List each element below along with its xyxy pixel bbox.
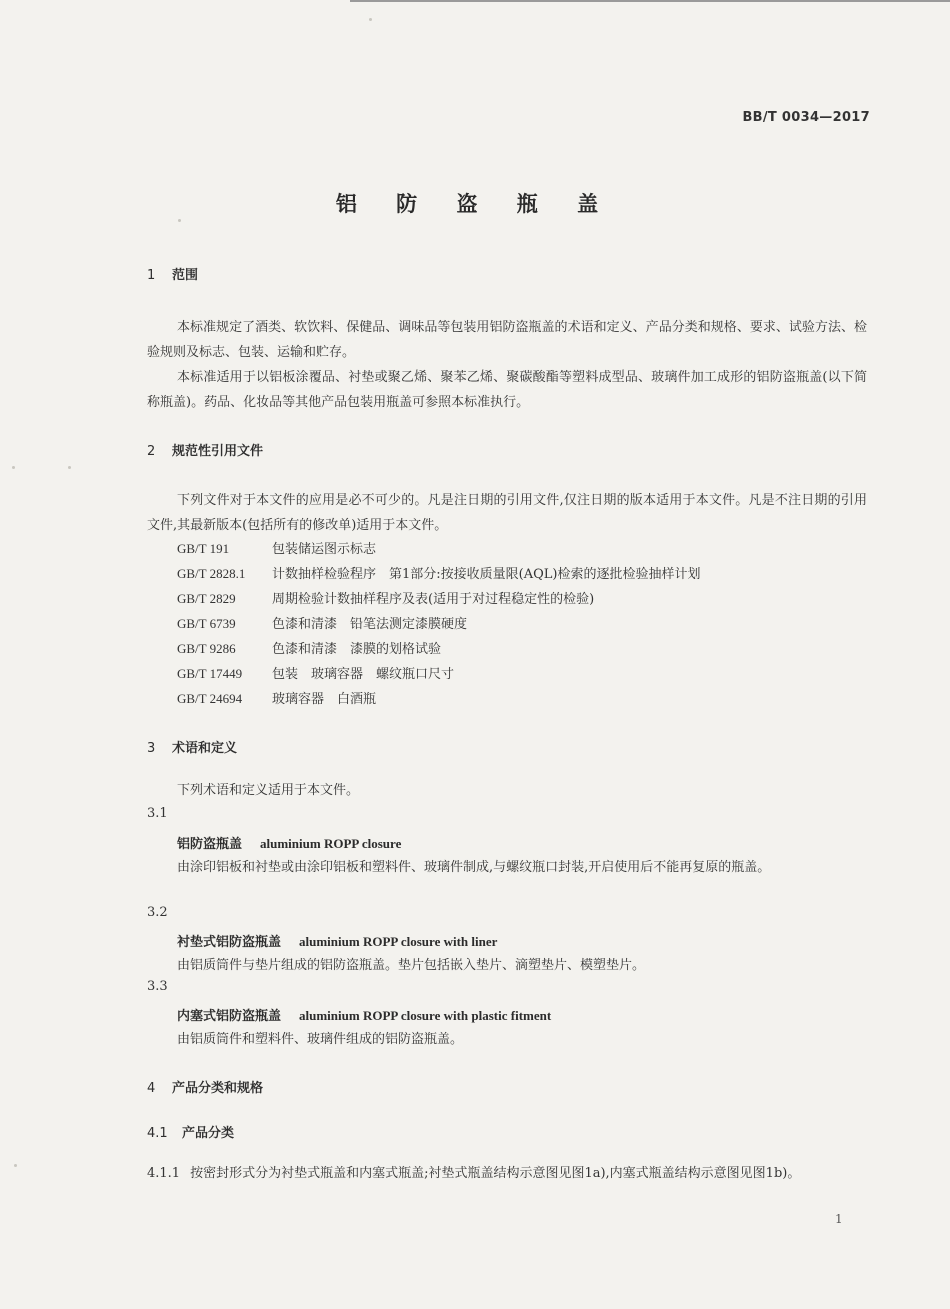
page-number: 1 — [835, 1212, 843, 1226]
reference-code: GB/T 191 — [177, 541, 230, 556]
reference-title: 包装储运图示标志 — [272, 542, 377, 557]
reference-code: GB/T 17449 — [177, 666, 243, 681]
scan-speck — [178, 219, 181, 222]
term-heading — [177, 1005, 551, 1024]
clause-text: 按密封形式分为衬垫式瓶盖和内塞式瓶盖;衬垫式瓶盖结构示意图见图1a),内塞式瓶盖结构示意图见图1b)。 — [190, 1166, 801, 1181]
reference-code: GB/T 2828.1 — [177, 566, 246, 581]
scan-speck — [68, 466, 71, 469]
clause-number: 4.1.1 — [147, 1166, 181, 1181]
scan-speck — [12, 466, 15, 469]
section-number: 3 — [147, 741, 156, 756]
paragraph: 本标准规定了酒类、软饮料、保健品、调味品等包装用铝防盗瓶盖的术语和定义、产品分类和规格、要求、试验方法、检验规则及标志、包装、运输和贮存。 — [147, 320, 867, 360]
document-title: 铝 防 盗 瓶 盖 — [335, 192, 615, 216]
reference-title: 周期检验计数抽样程序及表(适用于对过程稳定性的检验) — [272, 592, 595, 607]
term-zh: 铝防盗瓶盖 — [177, 837, 243, 852]
section-title: 术语和定义 — [172, 741, 238, 756]
section-heading-3 — [147, 737, 237, 756]
reference-code: GB/T 2829 — [177, 591, 236, 606]
reference-code: GB/T 24694 — [177, 691, 243, 706]
section-number: 1 — [147, 268, 156, 283]
section-heading-2 — [147, 440, 263, 459]
reference-item — [177, 663, 454, 682]
term-heading — [177, 833, 401, 852]
scan-speck — [14, 1164, 17, 1167]
term-definition: 由铝质筒件和塑料件、玻璃件组成的铝防盗瓶盖。 — [177, 1032, 464, 1047]
reference-code: GB/T 9286 — [177, 641, 236, 656]
reference-code: GB/T 6739 — [177, 616, 236, 631]
reference-item — [177, 638, 441, 657]
subsection-heading-4-1 — [147, 1122, 234, 1141]
reference-title: 计数抽样检验程序 第1部分:按接收质量限(AQL)检索的逐批检验抽样计划 — [272, 567, 701, 582]
subsection-number: 4.1 — [147, 1126, 168, 1141]
paragraph: 本标准适用于以铝板涂覆品、衬垫或聚乙烯、聚苯乙烯、聚碳酸酯等塑料成型品、玻璃件加工成形的铝防盗瓶盖(以下简称瓶盖)。药品、化妆品等其他产品包装用瓶盖可参照本标准执行。 — [147, 370, 867, 410]
paragraph: 下列文件对于本文件的应用是必不可少的。凡是注日期的引用文件,仅注日期的版本适用于本文件。凡是不注日期的引用文件,其最新版本(包括所有的修改单)适用于本文件。 — [147, 493, 867, 533]
reference-title: 包装 玻璃容器 螺纹瓶口尺寸 — [272, 667, 455, 682]
reference-item — [177, 588, 594, 607]
section-heading-4 — [147, 1077, 263, 1096]
term-heading — [177, 931, 497, 950]
reference-item — [177, 563, 700, 582]
term-definition: 由涂印铝板和衬垫或由涂印铝板和塑料件、玻璃件制成,与螺纹瓶口封装,开启使用后不能再复原的瓶盖。 — [177, 860, 771, 875]
section-title: 产品分类和规格 — [172, 1081, 264, 1096]
term-zh: 内塞式铝防盗瓶盖 — [177, 1009, 282, 1024]
section-number: 2 — [147, 444, 156, 459]
reference-title: 色漆和清漆 铅笔法测定漆膜硬度 — [272, 617, 468, 632]
term-en: aluminium ROPP closure with liner — [299, 934, 498, 949]
section-heading-1 — [147, 264, 198, 283]
reference-item — [177, 613, 467, 632]
term-zh: 衬垫式铝防盗瓶盖 — [177, 935, 282, 950]
term-en: aluminium ROPP closure — [260, 836, 402, 851]
reference-item — [177, 538, 376, 557]
scan-speck — [369, 18, 372, 21]
standard-number: BB/T 0034—2017 — [742, 110, 870, 125]
term-number: 3.1 — [147, 806, 168, 821]
term-definition: 由铝质筒件与垫片组成的铝防盗瓶盖。垫片包括嵌入垫片、滴塑垫片、模塑垫片。 — [177, 958, 646, 973]
section-number: 4 — [147, 1081, 156, 1096]
subsection-title: 产品分类 — [182, 1126, 235, 1141]
paragraph: 下列术语和定义适用于本文件。 — [177, 783, 360, 798]
term-number: 3.3 — [147, 979, 168, 994]
term-number: 3.2 — [147, 905, 168, 920]
reference-title: 色漆和清漆 漆膜的划格试验 — [272, 642, 442, 657]
section-title: 规范性引用文件 — [172, 444, 264, 459]
clause-4-1-1 — [147, 1161, 867, 1186]
section-title: 范围 — [172, 268, 199, 283]
reference-item — [177, 688, 376, 707]
term-en: aluminium ROPP closure with plastic fitment — [299, 1008, 552, 1023]
reference-title: 玻璃容器 白酒瓶 — [272, 692, 377, 707]
scan-edge-line — [350, 0, 950, 2]
